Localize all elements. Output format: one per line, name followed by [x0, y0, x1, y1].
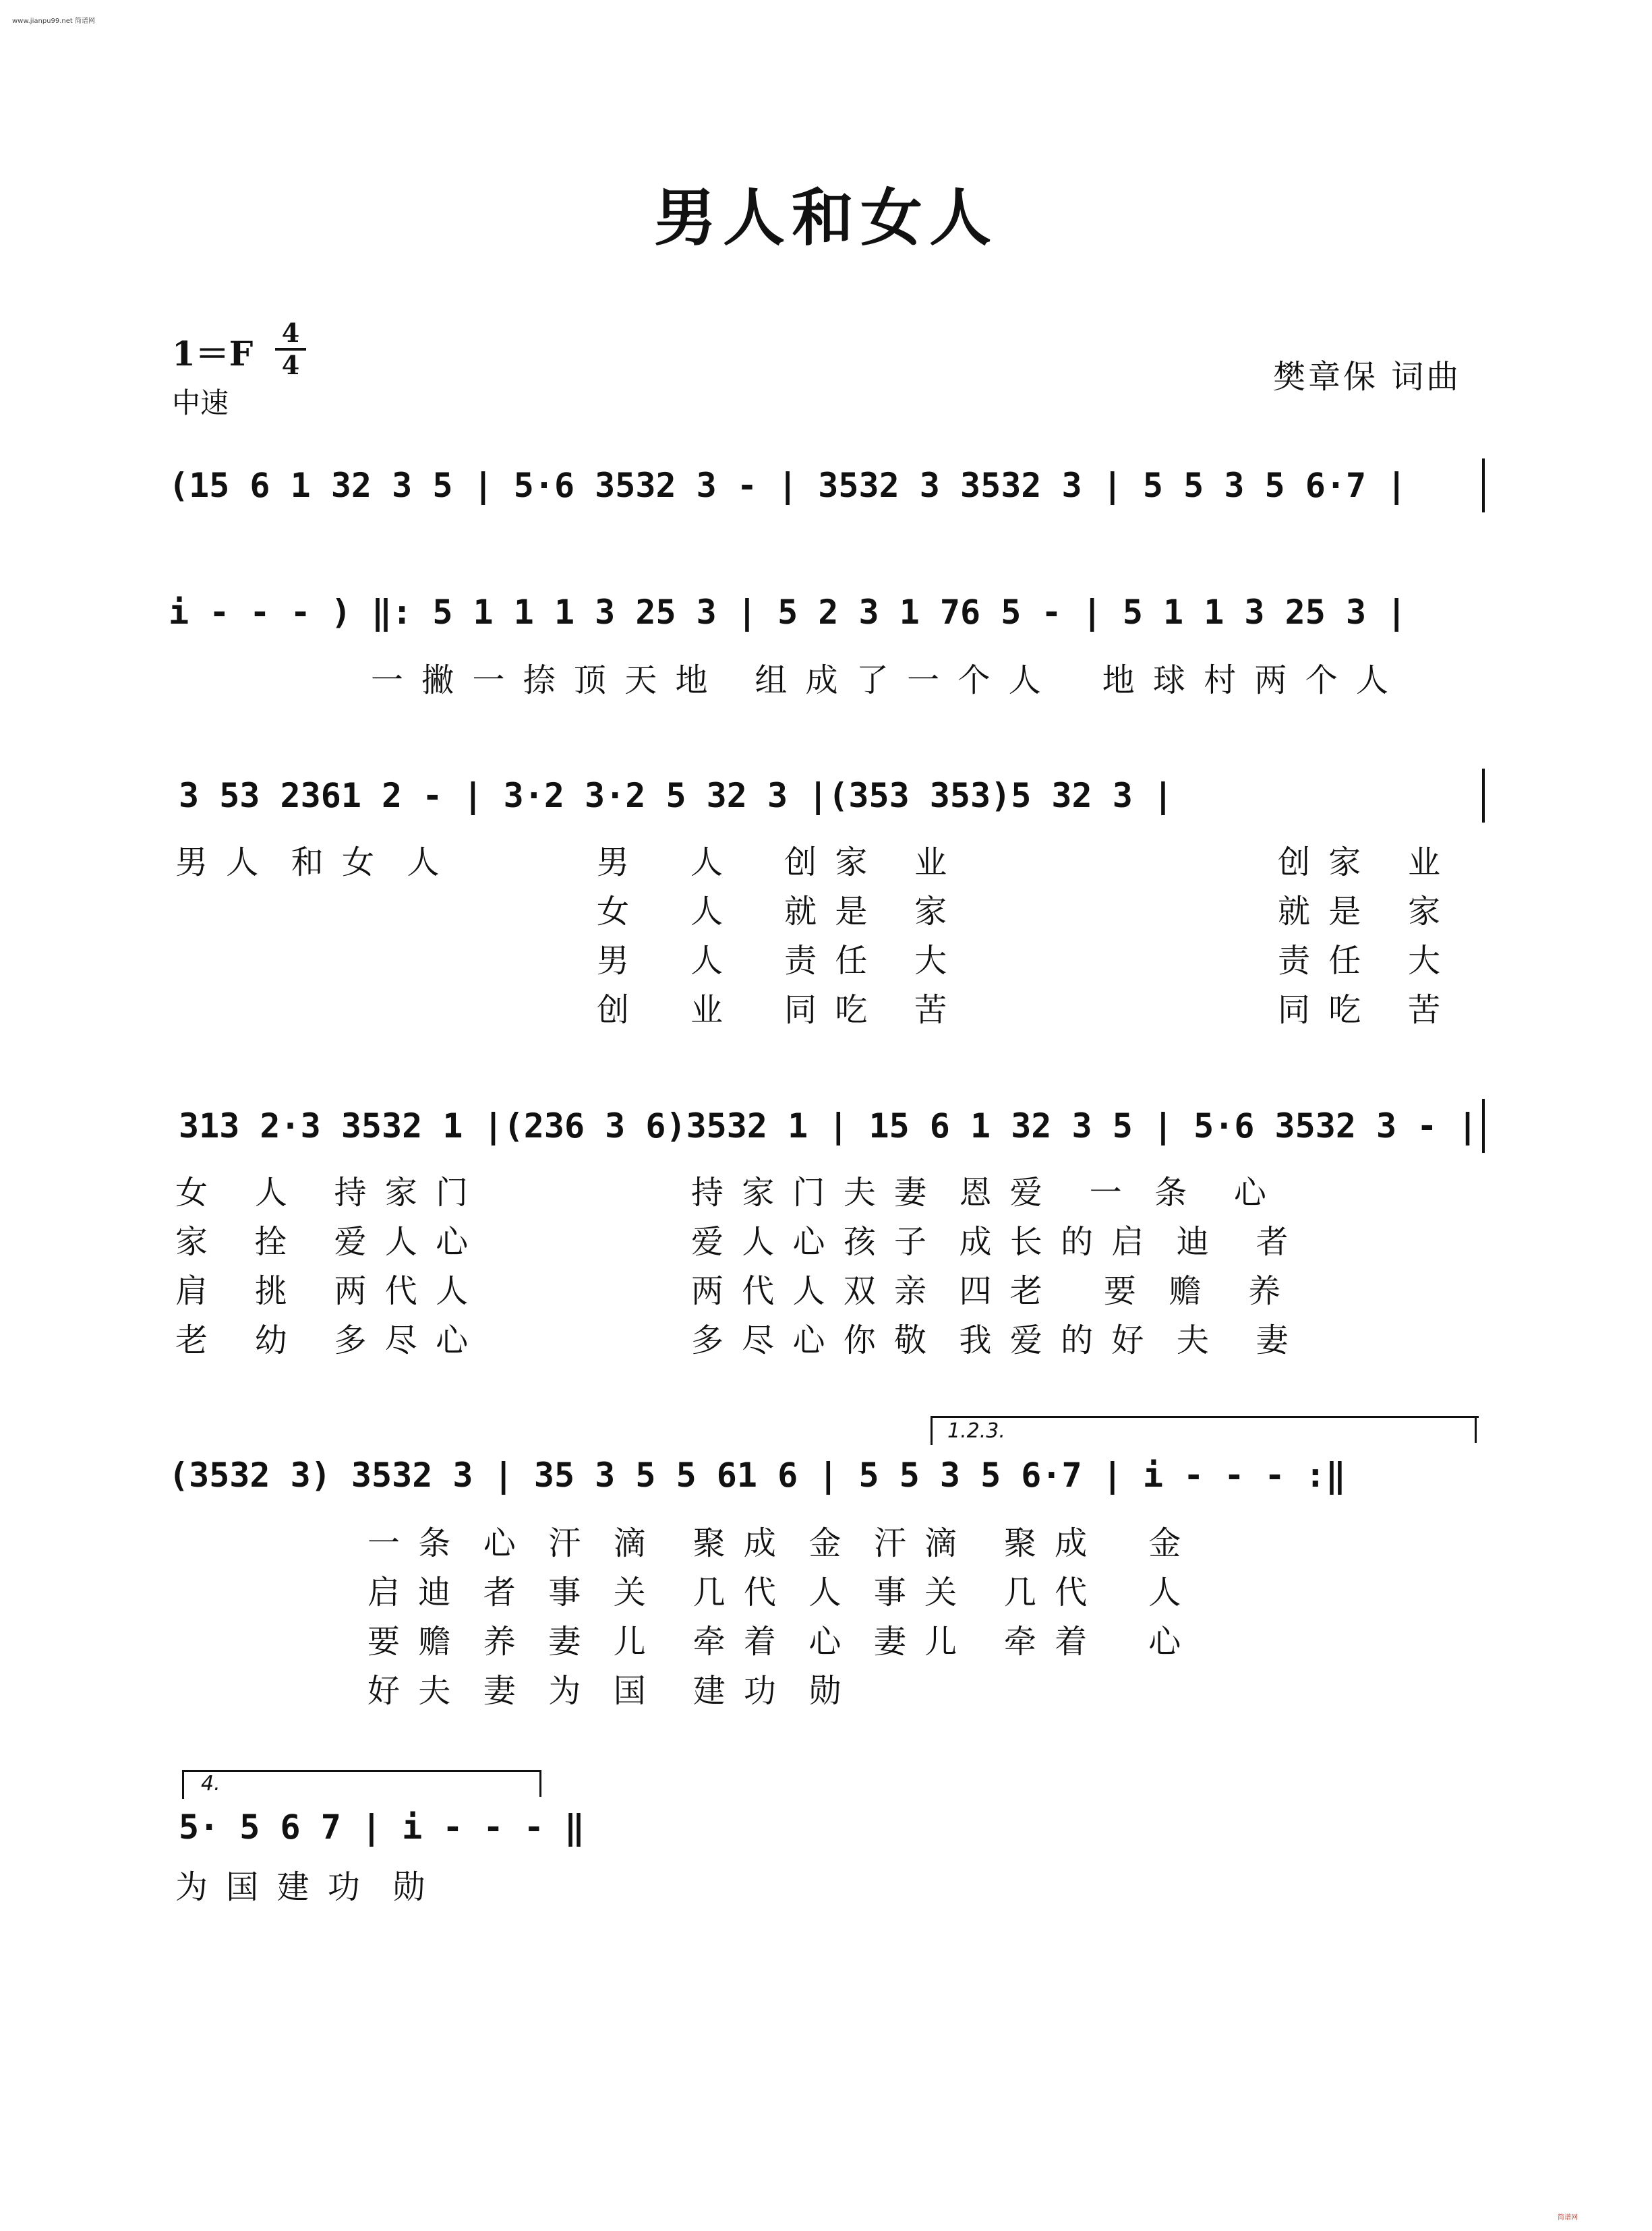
site-watermark: www.jianpu99.net 简谱网 — [12, 18, 95, 25]
notation-row-3: 3 53 2361 2 - | 3·2 3·2 5 32 3 |(353 353)5 32 3 | — [179, 776, 1174, 815]
lyrics-row-4-v2: 家 拴 爱 人 心 — [175, 1223, 473, 1261]
lyrics-row-4-v1: 女 人 持 家 门 — [175, 1174, 473, 1212]
lyrics-row-3-v3: 男 人 责 任 大 — [597, 942, 951, 980]
notation-row-6: 5· 5 6 7 | i - - - ‖ — [179, 1808, 585, 1847]
barline — [1482, 1099, 1485, 1153]
lyrics-row-2: 一 撇 一 捺 顶 天 地 组 成 了 一 个 人 地 球 村 两 个 人 — [371, 661, 1392, 699]
lyrics-row-3-v1b: 男 人 创 家 业 — [597, 843, 951, 881]
notation-row-4: 313 2·3 3532 1 |(236 3 6)3532 1 | 15 6 1 32 3 5 | 5·6 3532 3 - | — [179, 1106, 1478, 1146]
lyrics-row-5-v4: 好 夫 妻 为 国 建 功 勋 — [367, 1672, 846, 1710]
volta-end — [539, 1770, 541, 1797]
lyrics-row-4-v3: 肩 挑 两 代 人 — [175, 1272, 473, 1310]
volta-bracket-1-2-3 — [931, 1416, 1479, 1445]
footer-watermark: 简谱网 — [1558, 2214, 1578, 2222]
song-title: 男人和女人 — [653, 181, 998, 254]
lyrics-row-6: 为 国 建 功 勋 — [175, 1868, 430, 1906]
lyrics-row-4-right-v3: 两 代 人 双 亲 四 老 要 赡 养 — [691, 1272, 1285, 1310]
lyrics-row-3-v1: 男 人 和 女 人 — [175, 843, 444, 881]
volta-bracket-4 — [182, 1770, 541, 1799]
lyrics-row-5-v2: 启 迪 者 事 关 几 代 人 事 关 几 代 人 — [367, 1574, 1185, 1611]
notation-row-1: (15 6 1 32 3 5 | 5·6 3532 3 - | 3532 3 3532 3 | 5 5 3 5 6·7 | — [169, 466, 1407, 505]
lyrics-row-3-v4: 创 业 同 吃 苦 — [597, 991, 951, 1029]
tempo-marking: 中速 — [172, 386, 229, 419]
lyrics-row-3-right-v2: 就 是 家 — [1278, 893, 1445, 930]
lyrics-row-5-v3: 要 赡 养 妻 儿 牵 着 心 妻 儿 牵 着 心 — [367, 1623, 1185, 1661]
key-signature: 1＝F — [172, 334, 254, 374]
notation-row-5: (3532 3) 3532 3 | 35 3 5 5 61 6 | 5 5 3 5 6·7 | i - - - :‖ — [169, 1456, 1346, 1495]
lyrics-row-3-right-v4: 同 吃 苦 — [1278, 991, 1445, 1029]
volta-label-4: 4. — [201, 1772, 220, 1795]
meter-bottom: 4 — [281, 350, 300, 380]
composer-credit: 樊章保 词曲 — [1273, 358, 1462, 396]
lyrics-row-4-right-v1: 持 家 门 夫 妻 恩 爱 一 条 心 — [691, 1174, 1270, 1212]
lyrics-row-4-right-v2: 爱 人 心 孩 子 成 长 的 启 迪 者 — [691, 1223, 1293, 1261]
meter-top: 4 — [281, 318, 300, 348]
lyrics-row-4-v4: 老 幼 多 尽 心 — [175, 1321, 473, 1359]
volta-label-1-2-3: 1.2.3. — [947, 1419, 1005, 1443]
time-signature — [275, 320, 306, 379]
barline — [1482, 458, 1485, 512]
barline — [1482, 769, 1485, 823]
lyrics-row-3-right-v3: 责 任 大 — [1278, 942, 1445, 980]
lyrics-row-5-v1: 一 条 心 汗 滴 聚 成 金 汗 滴 聚 成 金 — [367, 1524, 1185, 1562]
lyrics-row-3-right-v1: 创 家 业 — [1278, 843, 1445, 881]
notation-row-2: i - - - ) ‖: 5 1 1 1 3 25 3 | 5 2 3 1 76 5 - | 5 1 1 3 25 3 | — [169, 593, 1407, 632]
volta-end — [1475, 1416, 1477, 1443]
lyrics-row-3-v2: 女 人 就 是 家 — [597, 893, 951, 930]
lyrics-row-4-right-v4: 多 尽 心 你 敬 我 爱 的 好 夫 妻 — [691, 1321, 1293, 1359]
